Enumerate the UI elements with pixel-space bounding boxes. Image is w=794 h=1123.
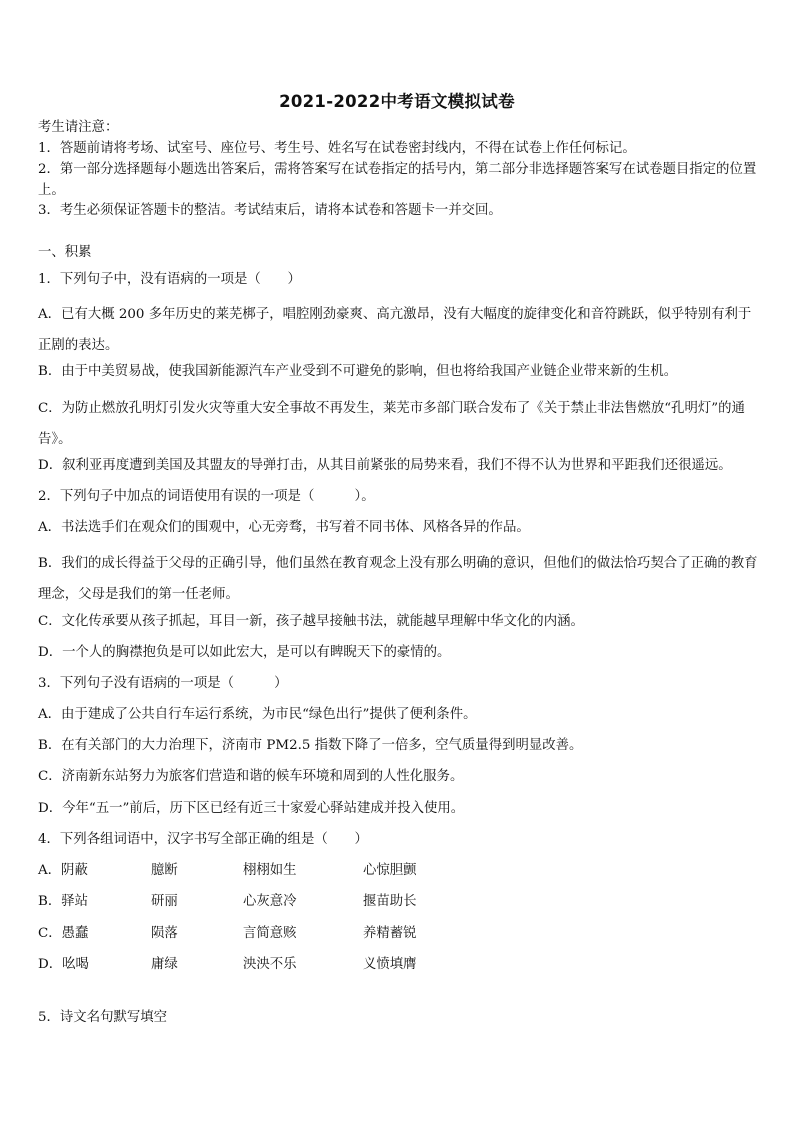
page-title: 2021-2022中考语文模拟试卷	[279, 92, 515, 111]
q4-cell: 言简意赅	[243, 926, 297, 941]
q2-stem: 2．下列句子中加点的词语使用有误的一项是（ ）。	[38, 489, 375, 504]
q4-row	[38, 861, 758, 881]
q1-option-a: A．已有大概 200 多年历史的莱芜梆子，唱腔刚劲豪爽、高亢激昂，没有大幅度的旋律变化和音符跳跃，似乎特别有利于正剧的表达。	[38, 307, 752, 353]
q4-cell: 养精蓄锐	[363, 926, 417, 941]
q1-stem: 1．下列句子中，没有语病的一项是（ ）	[38, 272, 301, 287]
q4-cell: 心灰意冷	[243, 894, 297, 909]
section-heading: 一、积累	[38, 245, 92, 260]
q5-stem: 5．诗文名句默写填空	[38, 1010, 168, 1025]
q1-option-c: C．为防止燃放孔明灯引发火灾等重大安全事故不再发生，莱芜市多部门联合发布了《关于禁止非法售燃放“孔明灯”的通告》。	[38, 401, 745, 447]
q4-row	[38, 924, 758, 944]
q4-cell: 研丽	[151, 894, 178, 909]
q4-cell: 庸绿	[151, 957, 178, 972]
q2-option-d: D．一个人的胸襟抱负是可以如此宏大，是可以有睥睨天下的豪情的。	[38, 645, 451, 660]
q4-cell: 心惊胆颤	[363, 863, 417, 878]
q3-stem: 3．下列句子没有语病的一项是（ ）	[38, 676, 288, 691]
q3-option-c: C．济南新东站努力为旅客们营造和谐的候车环境和周到的人性化服务。	[38, 769, 464, 784]
q4-cell: D．吆喝	[38, 957, 89, 972]
q4-cell: B．驿站	[38, 894, 89, 909]
q2-option-c: C．文化传承要从孩子抓起，耳目一新，孩子越早接触书法，就能越早理解中华文化的内涵。	[38, 614, 584, 629]
q4-cell: 臆断	[151, 863, 178, 878]
q1-option-d: D．叙利亚再度遭到美国及其盟友的导弹打击，从其目前紧张的局势来看，我们不得不认为世界和平距我们还很遥远。	[38, 458, 732, 473]
q4-cell: 栩栩如生	[243, 863, 297, 878]
q3-option-b: B．在有关部门的大力治理下，济南市 PM2.5 指数下降了一倍多，空气质量得到明显改善。	[38, 738, 583, 753]
q4-row	[38, 955, 758, 975]
notice-item-2: 2．第一部分选择题每小题选出答案后，需将答案写在试卷指定的括号内，第二部分非选择题答案写在试卷题目指定的位置上。	[38, 162, 757, 198]
q2-option-b: B．我们的成长得益于父母的正确引导，他们虽然在教育观念上没有那么明确的意识，但他们的做法恰巧契合了正确的教育理念，父母是我们的第一任老师。	[38, 556, 758, 602]
q4-row	[38, 892, 758, 912]
q4-cell: A．阴蔽	[38, 863, 88, 878]
q4-cell: C．愚蠢	[38, 926, 89, 941]
q3-option-a: A．由于建成了公共自行车运行系统，为市民“绿色出行”提供了便利条件。	[38, 707, 477, 722]
q2-option-a: A．书法选手们在观众们的围观中，心无旁骛，书写着不同书体、风格各异的作品。	[38, 520, 530, 535]
q4-cell: 义愤填膺	[363, 957, 417, 972]
q4-cell: 陨落	[151, 926, 178, 941]
notice-item-1: 1．答题前请将考场、试室号、座位号、考生号、姓名写在试卷密封线内，不得在试卷上作任何标记。	[38, 141, 636, 156]
notice-item-3: 3．考生必须保证答题卡的整洁。考试结束后，请将本试卷和答题卡一并交回。	[38, 203, 502, 218]
notice-heading: 考生请注意：	[38, 120, 119, 135]
q1-option-b: B．由于中美贸易战，使我国新能源汽车产业受到不可避免的影响，但也将给我国产业链企业带来新的生机。	[38, 364, 678, 379]
q4-cell: 泱泱不乐	[243, 957, 297, 972]
q4-stem: 4．下列各组词语中，汉字书写全部正确的组是（ ）	[38, 832, 368, 847]
q3-option-d: D．今年“五一”前后，历下区已经有近三十家爱心驿站建成并投入使用。	[38, 801, 465, 816]
q4-cell: 揠苗助长	[363, 894, 417, 909]
